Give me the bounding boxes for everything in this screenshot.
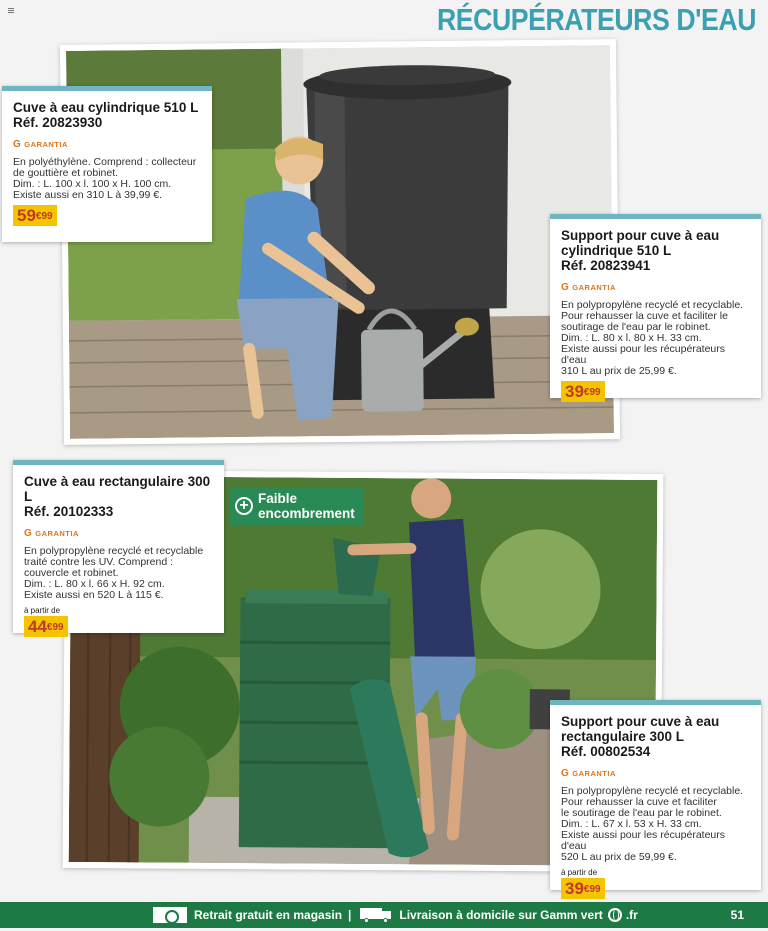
menu-icon[interactable]	[8, 8, 14, 14]
product-name: Support pour cuve à eau rectangulaire 300 L	[561, 714, 720, 744]
badge-line-2: encombrement	[258, 506, 355, 521]
guarantee-text: GARANTIA	[35, 529, 79, 538]
product-card-rectangular-tank[interactable]	[13, 460, 224, 636]
price-prefix: à partir de	[24, 606, 61, 615]
price-cents: €99	[46, 622, 64, 633]
guarantee-text: GARANTIA	[572, 769, 616, 778]
guarantee-label	[561, 768, 750, 779]
price-integer: 39	[565, 382, 584, 401]
product-name: Support pour cuve à eau cylindrique 510 L	[561, 228, 720, 258]
price-tag	[561, 878, 605, 899]
price-cents: €99	[583, 387, 601, 398]
product-ref: Réf. 20823941	[561, 258, 651, 273]
product-card-cylindrical-tank[interactable]	[2, 86, 212, 242]
garantia-icon: G	[561, 768, 570, 779]
product-description: En polypropylène recyclé et recyclable. Pour rehausser la cuve et faciliter le soutirage de l'eau par le robinet. Dim. : L. 67 x l. 53 x H. 33 cm. Existe aussi pour les récupérateurs d'eau 520 L au prix de 59,99 €.	[561, 785, 744, 863]
store-icon	[153, 907, 187, 923]
footer-banner	[0, 902, 768, 928]
low-footprint-badge	[230, 488, 364, 526]
price-integer: 44	[28, 617, 47, 636]
product-card-cylindrical-support[interactable]	[550, 214, 761, 401]
plus-circle-icon: +	[235, 497, 253, 515]
price-prefix: à partir de	[561, 868, 598, 877]
product-ref: Réf. 20102333	[24, 504, 114, 519]
price-tag	[24, 616, 68, 637]
guarantee-label	[13, 139, 201, 150]
product-name: Cuve à eau cylindrique 510 L	[13, 100, 199, 115]
product-description: En polypropylène recyclé et recyclable traité contre les UV. Comprend : couvercle et robinet. Dim. : L. 80 x l. 66 x H. 92 cm. Existe aussi en 520 L à 115 €.	[24, 545, 204, 601]
guarantee-label	[561, 282, 750, 293]
page-title: RÉCUPÉRATEURS D'EAU	[436, 2, 756, 37]
product-card-rectangular-support[interactable]	[550, 700, 761, 898]
garantia-icon: G	[561, 282, 570, 293]
footer-separator: |	[348, 908, 352, 922]
price-integer: 39	[565, 879, 584, 898]
page-number: 51	[730, 908, 744, 922]
price-cents: €99	[583, 884, 601, 895]
store-pickup-text: Retrait gratuit en magasin	[194, 908, 343, 922]
product-name: Cuve à eau rectangulaire 300 L	[24, 474, 211, 504]
product-description: En polyéthylène. Comprend : collecteur de gouttière et robinet. Dim. : L. 100 x l. 100 x H. 100 cm. Existe aussi en 310 L à 39,99 €.	[13, 156, 197, 201]
product-description: En polypropylène recyclé et recyclable. Pour rehausser la cuve et faciliter le soutirage de l'eau par le robinet. Dim. : L. 80 x l. 80 x H. 33 cm. Existe aussi pour les récupérateurs d'eau 310 L au prix de 25,99 €.	[561, 299, 744, 377]
product-ref: Réf. 00802534	[561, 744, 651, 759]
product-ref: Réf. 20823930	[13, 115, 103, 130]
price-cents: €99	[35, 211, 53, 222]
price-integer: 59	[17, 206, 36, 225]
badge-line-1: Faible	[258, 491, 298, 506]
truck-icon	[360, 908, 392, 923]
garantia-icon: G	[13, 139, 22, 150]
price-tag	[561, 381, 605, 402]
guarantee-text: GARANTIA	[572, 283, 616, 292]
guarantee-text: GARANTIA	[24, 140, 68, 149]
globe-icon	[608, 908, 622, 922]
domain-suffix: .fr	[625, 908, 638, 922]
garantia-icon: G	[24, 528, 33, 539]
home-delivery-link[interactable]: Livraison à domicile sur Gamm vert	[399, 908, 603, 922]
price-tag	[13, 205, 57, 226]
guarantee-label	[24, 528, 213, 539]
